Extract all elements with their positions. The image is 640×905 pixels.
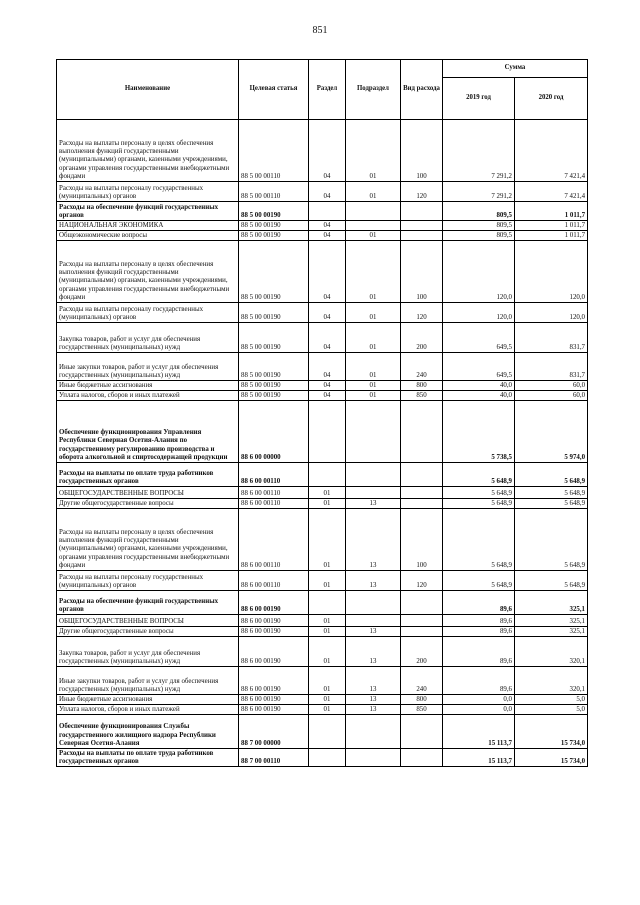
table-row xyxy=(57,202,588,221)
cell-sum-2019: 0,0 xyxy=(443,705,515,715)
table-row xyxy=(57,463,588,487)
cell-name: Уплата налогов, сборов и иных платежей xyxy=(57,391,239,401)
cell-sum-2019: 15 113,7 xyxy=(443,749,515,767)
cell-expense-type: 100 xyxy=(401,241,443,303)
cell-expense-type xyxy=(401,615,443,627)
table-row xyxy=(57,705,588,715)
cell-sum-2020: 325,1 xyxy=(515,627,588,637)
cell-name: Расходы на выплаты персоналу государственных (муниципальных) органов xyxy=(57,571,239,591)
cell-target-article: 88 5 00 00190 xyxy=(239,323,309,353)
cell-subsection: 01 xyxy=(346,241,401,303)
cell-subsection: 13 xyxy=(346,499,401,509)
cell-name: Расходы на обеспечение функций государственных органов xyxy=(57,591,239,615)
cell-subsection xyxy=(346,202,401,221)
cell-target-article: 88 6 00 00110 xyxy=(239,571,309,591)
cell-sum-2019: 5 648,9 xyxy=(443,571,515,591)
cell-section: 01 xyxy=(309,487,346,499)
cell-target-article: 88 5 00 00110 xyxy=(239,182,309,202)
cell-expense-type xyxy=(401,202,443,221)
cell-name: Закупка товаров, работ и услуг для обеспечения государственных (муниципальных) нужд xyxy=(57,637,239,667)
table-row xyxy=(57,695,588,705)
cell-subsection: 01 xyxy=(346,303,401,323)
table-row xyxy=(57,591,588,615)
table-row xyxy=(57,509,588,571)
cell-subsection xyxy=(346,463,401,487)
table-row xyxy=(57,571,588,591)
cell-sum-2020: 1 011,7 xyxy=(515,221,588,231)
cell-sum-2020: 120,0 xyxy=(515,241,588,303)
cell-section: 01 xyxy=(309,637,346,667)
cell-sum-2020: 1 011,7 xyxy=(515,202,588,221)
cell-expense-type xyxy=(401,231,443,241)
cell-sum-2019: 5 648,9 xyxy=(443,509,515,571)
cell-target-article: 88 6 00 00190 xyxy=(239,627,309,637)
cell-sum-2020: 5 648,9 xyxy=(515,487,588,499)
cell-subsection: 13 xyxy=(346,667,401,695)
cell-section: 04 xyxy=(309,241,346,303)
cell-target-article: 88 6 00 00000 xyxy=(239,401,309,463)
header-expense-type: Вид расхода xyxy=(401,60,443,120)
cell-section: 04 xyxy=(309,323,346,353)
cell-expense-type: 120 xyxy=(401,182,443,202)
cell-sum-2019: 89,6 xyxy=(443,615,515,627)
table-row xyxy=(57,120,588,182)
cell-sum-2020: 1 011,7 xyxy=(515,231,588,241)
cell-name: Расходы на выплаты по оплате труда работников государственных органов xyxy=(57,463,239,487)
cell-sum-2020: 5,0 xyxy=(515,695,588,705)
cell-target-article: 88 6 00 00110 xyxy=(239,509,309,571)
cell-section xyxy=(309,401,346,463)
cell-sum-2020: 60,0 xyxy=(515,381,588,391)
cell-sum-2019: 40,0 xyxy=(443,391,515,401)
cell-sum-2019: 5 648,9 xyxy=(443,487,515,499)
cell-section: 04 xyxy=(309,303,346,323)
cell-subsection: 01 xyxy=(346,323,401,353)
cell-sum-2020: 5 648,9 xyxy=(515,571,588,591)
cell-expense-type xyxy=(401,221,443,231)
cell-sum-2019: 7 291,2 xyxy=(443,120,515,182)
cell-name: Обеспечение функционирования Управления Республики Северная Осетия-Алания по государственному регулированию производства и оборота алкогольной и спиртосодержащей продукции xyxy=(57,401,239,463)
cell-section: 01 xyxy=(309,667,346,695)
cell-name: ОБЩЕГОСУДАРСТВЕННЫЕ ВОПРОСЫ xyxy=(57,487,239,499)
cell-section: 04 xyxy=(309,391,346,401)
cell-section: 01 xyxy=(309,509,346,571)
cell-expense-type: 120 xyxy=(401,303,443,323)
cell-expense-type xyxy=(401,591,443,615)
cell-name: НАЦИОНАЛЬНАЯ ЭКОНОМИКА xyxy=(57,221,239,231)
cell-section: 01 xyxy=(309,705,346,715)
table-row xyxy=(57,487,588,499)
cell-sum-2019: 120,0 xyxy=(443,241,515,303)
cell-subsection xyxy=(346,749,401,767)
cell-expense-type xyxy=(401,715,443,749)
cell-name: Иные закупки товаров, работ и услуг для обеспечения государственных (муниципальных) нужд xyxy=(57,353,239,381)
cell-sum-2019: 120,0 xyxy=(443,303,515,323)
table-body xyxy=(57,120,588,767)
cell-sum-2019: 5 738,5 xyxy=(443,401,515,463)
cell-subsection: 13 xyxy=(346,627,401,637)
cell-sum-2019: 89,6 xyxy=(443,591,515,615)
cell-sum-2020: 5 648,9 xyxy=(515,499,588,509)
cell-sum-2020: 5 648,9 xyxy=(515,509,588,571)
cell-expense-type: 200 xyxy=(401,637,443,667)
cell-section: 04 xyxy=(309,182,346,202)
cell-subsection: 01 xyxy=(346,353,401,381)
cell-sum-2019: 5 648,9 xyxy=(443,463,515,487)
cell-expense-type: 240 xyxy=(401,667,443,695)
cell-sum-2019: 809,5 xyxy=(443,231,515,241)
cell-subsection: 13 xyxy=(346,571,401,591)
cell-expense-type: 100 xyxy=(401,509,443,571)
table-row xyxy=(57,715,588,749)
cell-expense-type: 850 xyxy=(401,705,443,715)
cell-section xyxy=(309,463,346,487)
cell-sum-2019: 649,5 xyxy=(443,323,515,353)
cell-sum-2019: 89,6 xyxy=(443,627,515,637)
cell-subsection: 01 xyxy=(346,182,401,202)
header-name: Наименование xyxy=(57,60,239,120)
cell-expense-type: 800 xyxy=(401,381,443,391)
cell-sum-2020: 120,0 xyxy=(515,303,588,323)
cell-expense-type: 100 xyxy=(401,120,443,182)
cell-target-article: 88 7 00 00110 xyxy=(239,749,309,767)
cell-name: Расходы на выплаты персоналу государственных (муниципальных) органов xyxy=(57,303,239,323)
cell-expense-type: 200 xyxy=(401,323,443,353)
cell-sum-2020: 831,7 xyxy=(515,353,588,381)
table-row xyxy=(57,391,588,401)
cell-section xyxy=(309,749,346,767)
cell-target-article: 88 5 00 00190 xyxy=(239,231,309,241)
cell-name: Другие общегосударственные вопросы xyxy=(57,499,239,509)
cell-target-article: 88 5 00 00190 xyxy=(239,391,309,401)
cell-sum-2019: 0,0 xyxy=(443,695,515,705)
cell-subsection: 13 xyxy=(346,509,401,571)
cell-expense-type: 800 xyxy=(401,695,443,705)
table-row xyxy=(57,241,588,303)
budget-table xyxy=(56,59,588,767)
cell-name: Расходы на обеспечение функций государственных органов xyxy=(57,202,239,221)
cell-subsection: 13 xyxy=(346,695,401,705)
cell-target-article: 88 6 00 00190 xyxy=(239,591,309,615)
cell-sum-2020: 325,1 xyxy=(515,591,588,615)
cell-sum-2019: 40,0 xyxy=(443,381,515,391)
cell-name: Закупка товаров, работ и услуг для обеспечения государственных (муниципальных) нужд xyxy=(57,323,239,353)
cell-subsection xyxy=(346,591,401,615)
cell-sum-2020: 320,1 xyxy=(515,637,588,667)
cell-section: 04 xyxy=(309,120,346,182)
cell-subsection xyxy=(346,715,401,749)
cell-target-article: 88 5 00 00190 xyxy=(239,353,309,381)
cell-expense-type xyxy=(401,749,443,767)
table-row xyxy=(57,627,588,637)
header-section: Раздел xyxy=(309,60,346,120)
cell-expense-type: 240 xyxy=(401,353,443,381)
cell-name: Расходы на выплаты персоналу в целях обеспечения выполнения функций государственными (муниципальными) органами, казенными учреждениями, органами управления государственными внебюджетными фондами xyxy=(57,509,239,571)
table-row xyxy=(57,637,588,667)
cell-sum-2019: 89,6 xyxy=(443,637,515,667)
cell-target-article: 88 6 00 00110 xyxy=(239,499,309,509)
cell-sum-2020: 5,0 xyxy=(515,705,588,715)
cell-target-article: 88 6 00 00110 xyxy=(239,487,309,499)
cell-name: Иные бюджетные ассигнования xyxy=(57,695,239,705)
cell-expense-type xyxy=(401,487,443,499)
cell-section: 04 xyxy=(309,353,346,381)
table-row xyxy=(57,499,588,509)
cell-target-article: 88 5 00 00110 xyxy=(239,120,309,182)
cell-subsection: 01 xyxy=(346,231,401,241)
cell-name: Расходы на выплаты по оплате труда работников государственных органов xyxy=(57,749,239,767)
cell-section: 01 xyxy=(309,627,346,637)
cell-target-article: 88 6 00 00190 xyxy=(239,615,309,627)
table-row xyxy=(57,221,588,231)
cell-sum-2020: 60,0 xyxy=(515,391,588,401)
cell-name: Иные бюджетные ассигнования xyxy=(57,381,239,391)
cell-subsection: 01 xyxy=(346,120,401,182)
cell-name: Общеэкономические вопросы xyxy=(57,231,239,241)
cell-sum-2019: 649,5 xyxy=(443,353,515,381)
table-row xyxy=(57,303,588,323)
cell-subsection: 13 xyxy=(346,705,401,715)
cell-section: 04 xyxy=(309,221,346,231)
table-row xyxy=(57,353,588,381)
cell-target-article: 88 7 00 00000 xyxy=(239,715,309,749)
table-row xyxy=(57,381,588,391)
page-number: 851 xyxy=(312,25,328,36)
cell-subsection: 01 xyxy=(346,391,401,401)
cell-target-article: 88 5 00 00190 xyxy=(239,221,309,231)
table-row xyxy=(57,401,588,463)
cell-expense-type: 120 xyxy=(401,571,443,591)
cell-sum-2019: 89,6 xyxy=(443,667,515,695)
cell-name: Расходы на выплаты персоналу в целях обеспечения выполнения функций государственными (муниципальными) органами, казенными учреждениями, органами управления государственными внебюджетными фондами xyxy=(57,120,239,182)
header-sum: Сумма xyxy=(443,60,588,78)
cell-name: Уплата налогов, сборов и иных платежей xyxy=(57,705,239,715)
cell-sum-2020: 320,1 xyxy=(515,667,588,695)
cell-sum-2019: 5 648,9 xyxy=(443,499,515,509)
table-row xyxy=(57,323,588,353)
cell-target-article: 88 6 00 00190 xyxy=(239,695,309,705)
cell-section: 04 xyxy=(309,231,346,241)
cell-name: Расходы на выплаты персоналу государственных (муниципальных) органов xyxy=(57,182,239,202)
cell-subsection xyxy=(346,615,401,627)
cell-sum-2020: 5 648,9 xyxy=(515,463,588,487)
cell-section: 01 xyxy=(309,499,346,509)
table-row xyxy=(57,182,588,202)
cell-name: Другие общегосударственные вопросы xyxy=(57,627,239,637)
cell-sum-2019: 15 113,7 xyxy=(443,715,515,749)
cell-section: 01 xyxy=(309,695,346,705)
cell-sum-2020: 831,7 xyxy=(515,323,588,353)
table-row xyxy=(57,749,588,767)
cell-target-article: 88 5 00 00190 xyxy=(239,241,309,303)
cell-sum-2020: 15 734,0 xyxy=(515,749,588,767)
cell-target-article: 88 5 00 00190 xyxy=(239,202,309,221)
table-row xyxy=(57,615,588,627)
cell-subsection xyxy=(346,401,401,463)
header-year-2019: 2019 год xyxy=(443,78,515,120)
cell-target-article: 88 6 00 00110 xyxy=(239,463,309,487)
cell-sum-2020: 15 734,0 xyxy=(515,715,588,749)
cell-sum-2019: 809,5 xyxy=(443,221,515,231)
cell-section xyxy=(309,202,346,221)
cell-name: Обеспечение функционирования Службы государственного жилищного надзора Республики Северная Осетия-Алания xyxy=(57,715,239,749)
cell-name: ОБЩЕГОСУДАРСТВЕННЫЕ ВОПРОСЫ xyxy=(57,615,239,627)
cell-name: Иные закупки товаров, работ и услуг для обеспечения государственных (муниципальных) нужд xyxy=(57,667,239,695)
cell-sum-2020: 7 421,4 xyxy=(515,120,588,182)
cell-section: 01 xyxy=(309,571,346,591)
cell-sum-2020: 5 974,0 xyxy=(515,401,588,463)
header-target-article: Целевая статья xyxy=(239,60,309,120)
cell-sum-2020: 7 421,4 xyxy=(515,182,588,202)
cell-section: 01 xyxy=(309,615,346,627)
cell-subsection xyxy=(346,487,401,499)
cell-sum-2020: 325,1 xyxy=(515,615,588,627)
cell-target-article: 88 6 00 00190 xyxy=(239,705,309,715)
cell-target-article: 88 5 00 00190 xyxy=(239,303,309,323)
cell-subsection: 13 xyxy=(346,637,401,667)
cell-subsection xyxy=(346,221,401,231)
cell-name: Расходы на выплаты персоналу в целях обеспечения выполнения функций государственными (муниципальными) органами, казенными учреждениями, органами управления государственными внебюджетными фондами xyxy=(57,241,239,303)
table-row xyxy=(57,667,588,695)
table-row xyxy=(57,231,588,241)
cell-section xyxy=(309,591,346,615)
cell-expense-type xyxy=(401,401,443,463)
cell-section xyxy=(309,715,346,749)
header-year-2020: 2020 год xyxy=(515,78,588,120)
header-subsection: Подраздел xyxy=(346,60,401,120)
cell-expense-type: 850 xyxy=(401,391,443,401)
cell-sum-2019: 809,5 xyxy=(443,202,515,221)
cell-target-article: 88 5 00 00190 xyxy=(239,381,309,391)
cell-section: 04 xyxy=(309,381,346,391)
cell-subsection: 01 xyxy=(346,381,401,391)
cell-expense-type xyxy=(401,499,443,509)
cell-expense-type xyxy=(401,627,443,637)
cell-target-article: 88 6 00 00190 xyxy=(239,637,309,667)
cell-target-article: 88 6 00 00190 xyxy=(239,667,309,695)
cell-expense-type xyxy=(401,463,443,487)
cell-sum-2019: 7 291,2 xyxy=(443,182,515,202)
